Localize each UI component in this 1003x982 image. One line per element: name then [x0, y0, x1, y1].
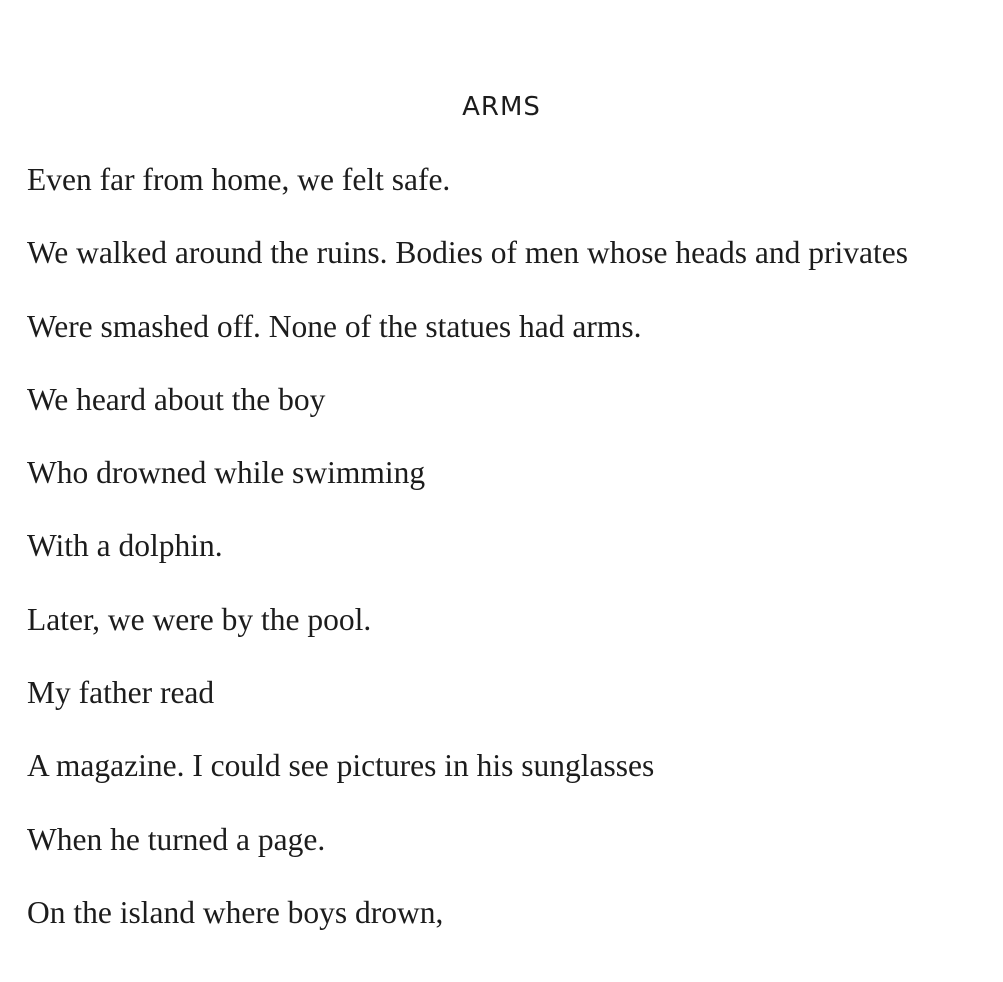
poem-line: We heard about the boy	[27, 381, 326, 417]
poem-line: My father read	[27, 675, 215, 711]
poem-line: A magazine. I could see pictures in his sunglasses	[27, 748, 655, 784]
poem-line: With a dolphin.	[27, 528, 223, 564]
poem-line: We walked around the ruins. Bodies of men whose heads and privates	[27, 235, 908, 271]
poem-line: Were smashed off. None of the statues had arms.	[27, 308, 642, 344]
poem-line: Who drowned while swimming	[27, 455, 426, 491]
poem-line: On the island where boys drown,	[27, 894, 444, 930]
poem-title: ARMS	[462, 92, 541, 122]
poem-line: When he turned a page.	[27, 821, 326, 857]
poem-line: Even far from home, we felt safe.	[27, 162, 451, 197]
poem-body	[27, 162, 987, 968]
poem-line: Later, we were by the pool.	[27, 601, 372, 637]
